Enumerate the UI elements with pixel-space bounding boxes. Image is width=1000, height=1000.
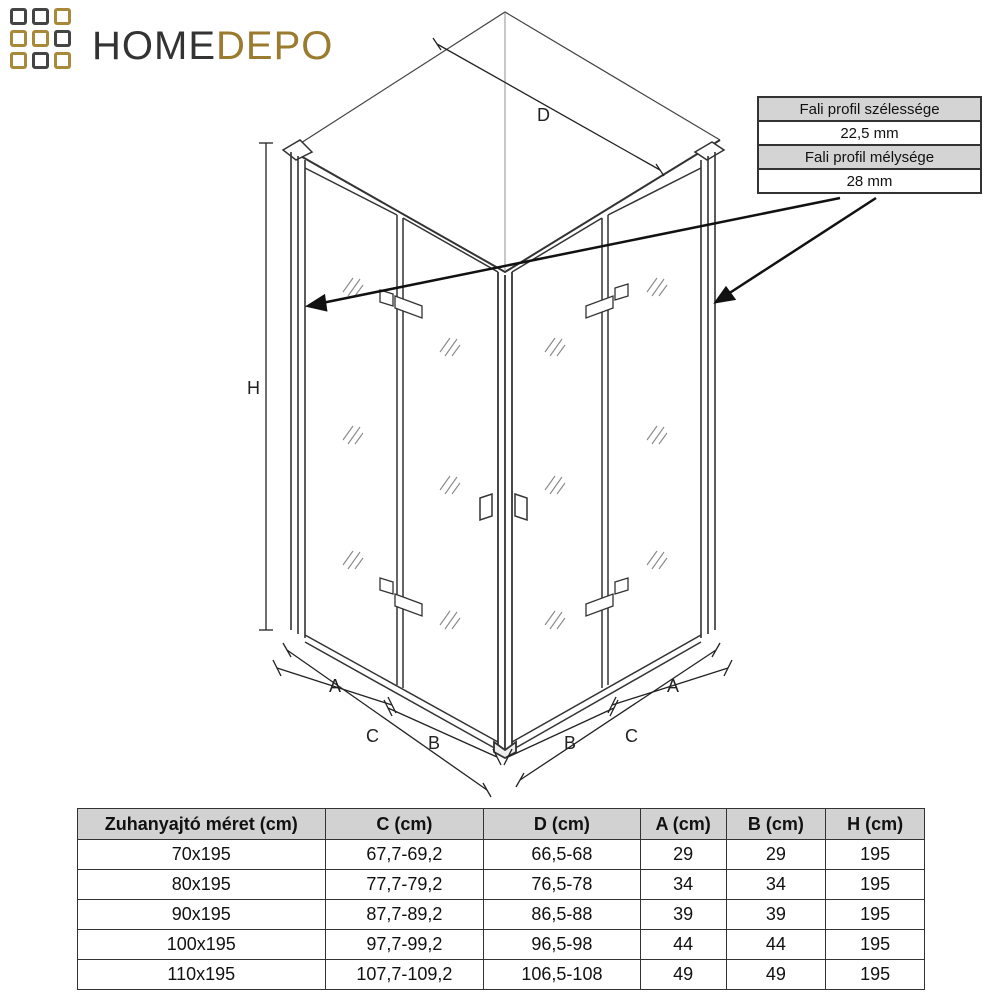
size-table: [77, 808, 925, 990]
column-header: D (cm): [484, 809, 640, 840]
left-door-panels: [305, 168, 498, 750]
column-header: C (cm): [325, 809, 484, 840]
column-header: H (cm): [826, 809, 925, 840]
table-cell: 96,5-98: [484, 930, 640, 960]
dimension-label-d: D: [537, 105, 550, 125]
profile-width-value: 22,5 mm: [758, 121, 981, 145]
hinges: [380, 284, 628, 616]
table-cell: 34: [640, 870, 726, 900]
dimension-label-h: H: [247, 378, 260, 398]
right-wall-cap: [695, 142, 724, 160]
profile-depth-value: 28 mm: [758, 169, 981, 193]
table-cell: 66,5-68: [484, 840, 640, 870]
dimension-line-right-c: [516, 643, 720, 787]
table-cell: 195: [826, 870, 925, 900]
dimension-label-c-right: C: [625, 726, 638, 746]
table-cell: 29: [726, 840, 826, 870]
table-row: [78, 960, 925, 990]
table-cell: 86,5-88: [484, 900, 640, 930]
dimension-line-left-b: [384, 700, 501, 765]
door-handles: [480, 494, 527, 520]
dimension-label-b-right: B: [564, 733, 577, 753]
table-cell: 97,7-99,2: [325, 930, 484, 960]
column-header: A (cm): [640, 809, 726, 840]
column-header: B (cm): [726, 809, 826, 840]
dimension-label-a-left: A: [329, 676, 342, 696]
table-cell: 29: [640, 840, 726, 870]
left-wall-profile: [291, 152, 305, 638]
table-row: [78, 870, 925, 900]
table-cell: 70x195: [78, 840, 326, 870]
dimension-label-a-right: A: [667, 676, 680, 696]
table-cell: 107,7-109,2: [325, 960, 484, 990]
dimension-line-right-b: [504, 700, 618, 765]
table-cell: 195: [826, 960, 925, 990]
column-header: Zuhanyajtó méret (cm): [78, 809, 326, 840]
brand-name-part1: HOME: [92, 24, 216, 68]
table-cell: 34: [726, 870, 826, 900]
table-cell: 106,5-108: [484, 960, 640, 990]
table-row: [78, 900, 925, 930]
table-cell: 195: [826, 900, 925, 930]
dimension-label-b-left: B: [428, 733, 441, 753]
wall-profile-spec-table: [757, 96, 982, 194]
table-cell: 80x195: [78, 870, 326, 900]
dimension-line-h: [259, 143, 273, 630]
table-cell: 44: [726, 930, 826, 960]
table-cell: 39: [726, 900, 826, 930]
table-cell: 49: [726, 960, 826, 990]
table-cell: 44: [640, 930, 726, 960]
table-cell: 39: [640, 900, 726, 930]
depth-pointer-arrow: [716, 198, 876, 302]
table-cell: 87,7-89,2: [325, 900, 484, 930]
profile-depth-label: Fali profil mélysége: [758, 145, 981, 169]
right-door-panels: [512, 168, 701, 750]
table-cell: 195: [826, 840, 925, 870]
table-cell: 67,7-69,2: [325, 840, 484, 870]
table-cell: 76,5-78: [484, 870, 640, 900]
table-header-row: [78, 809, 925, 840]
table-cell: 110x195: [78, 960, 326, 990]
center-corner-posts: [494, 272, 516, 758]
dimension-label-c-left: C: [366, 726, 379, 746]
table-cell: 195: [826, 930, 925, 960]
table-cell: 100x195: [78, 930, 326, 960]
table-cell: 49: [640, 960, 726, 990]
profile-width-label: Fali profil szélessége: [758, 97, 981, 121]
brand-name-part2: DEPO: [216, 24, 334, 68]
table-row: [78, 930, 925, 960]
table-row: [78, 840, 925, 870]
table-cell: 77,7-79,2: [325, 870, 484, 900]
table-cell: 90x195: [78, 900, 326, 930]
